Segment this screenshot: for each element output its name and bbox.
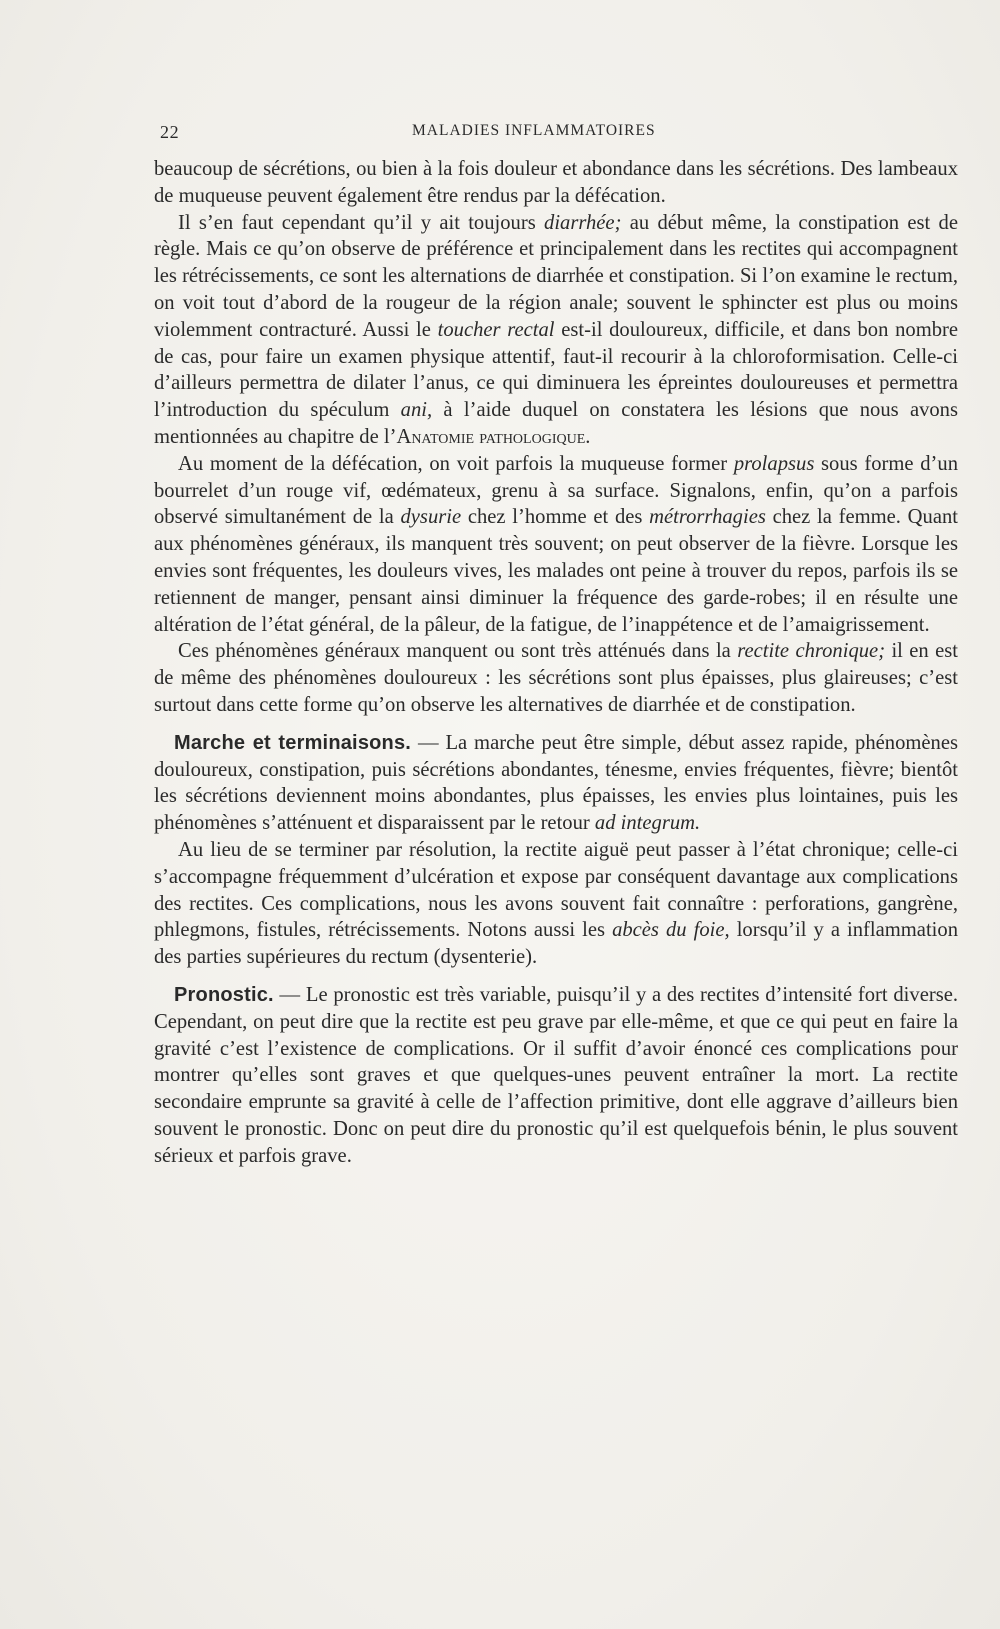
italic-term: ad integrum. [594, 812, 701, 835]
italic-term: rectite chronique; [737, 640, 886, 663]
paragraph-2 [154, 210, 958, 451]
section-heading-marche: Marche et terminaisons. [174, 731, 412, 754]
text-run: est-il douloureux, difficile, et dans bon nombre de cas, pour faire un examen physique attentif, faut-il recourir à la chloroformisation. Celle-ci d’ailleurs permettra de dilater l’anus, ce qui diminuera les épreintes douloureuses et permettra l’introduction du spéculum [154, 318, 959, 422]
text-run: Au moment de la défécation, on voit parfois la muqueuse former [178, 452, 734, 475]
paragraph-4 [154, 638, 958, 718]
text-run: Au lieu de se terminer par résolution, la rectite aiguë peut passer à l’état chronique; celle-ci s’accompagne fréquemment d’ulcération et expose par conséquent davantage aux complications des rectites. Ces complications, nous les avons souvent fait connaître : perforations, gangrène, phlegmons, fistules, rétrécissements. Notons aussi les [154, 838, 958, 942]
text-run: . [585, 425, 591, 448]
body-text [154, 156, 958, 1169]
section-heading-pronostic: Pronostic. [174, 983, 274, 1006]
paragraph-3 [154, 451, 958, 639]
text-run: — La marche peut être simple, début assez rapide, phénomènes douloureux, constipation, puis sécrétions abondantes, ténesme, envies fréquentes, fièvre; bientôt les sécrétions deviennent moins abondantes, plus épaisses, les envies plus lointaines, puis les phénomènes s’atténuent et disparaissent par le retour [154, 731, 958, 835]
italic-term: ani, [400, 399, 433, 422]
italic-term: dysurie [400, 506, 462, 529]
text-run: au début même, la constipation est de règle. Mais ce qu’on observe de préférence et principalement dans les rectites qui accompagnent les rétrécissements, ce sont les alternations de diarrhée et constipation. Si l’on examine le rectum, on voit tout d’abord de la rougeur de la région anale; souvent le sphincter est plus ou moins violemment contracturé. Aussi le [154, 211, 958, 341]
text-run: sous forme d’un bourrelet d’un rouge vif, œdémateux, grenu à sa surface. Signalons, enfin, qu’on a parfois observé simultanément de la [154, 452, 958, 529]
text-run: — Le pronostic est très variable, puisqu’il y a des rectites d’intensité fort diverse. Cependant, on peut dire que la rectite est peu grave par elle-même, et que ce qui peut en faire la gravité c’est l’existence de complications. Or il suffit d’avoir énoncé ces complications pour montrer qu’elles sont graves et que quelques-unes peuvent entraîner la mort. La rectite secondaire emprunte sa gravité à celle de l’affection primitive, dont elle aggrave d’ailleurs bien souvent le pronostic. Donc on peut dire du pronostic qu’il est quelquefois bénin, le plus souvent sérieux et parfois grave. [154, 983, 958, 1167]
paragraph-pronostic [154, 982, 958, 1170]
page-number: 22 [160, 122, 180, 142]
italic-term: diarrhée; [544, 211, 622, 234]
text-run: chez l’homme et des [461, 506, 650, 529]
text-run: Ces phénomènes généraux manquent ou sont très atténués dans la [178, 640, 738, 663]
paragraph-marche [154, 730, 958, 837]
small-caps-reference: Anatomie pathologique [396, 425, 586, 448]
text-run: lorsqu’il y a inflammation des parties supérieures du rectum (dysenterie). [154, 919, 958, 969]
text-run: à l’aide duquel on constatera les lésions que nous avons mentionnées au chapitre de l’ [154, 399, 958, 448]
text-run: beaucoup de sécrétions, ou bien à la fois douleur et abondance dans les sécrétions. Des lambeaux de muqueuse peuvent également être rendus par la défécation. [154, 158, 958, 207]
text-run: chez la femme. Quant aux phénomènes généraux, ils manquent très souvent; on peut observer de la fièvre. Lorsque les envies sont fréquentes, les douleurs vives, les malades ont peine à trouver du repos, parfois ils se retiennent de manger, pensant ainsi diminuer la fréquence des garde-robes; il en résulte une altération de l’état général, de la pâleur, de la fatigue, de l’inappétence et de l’amaigrissement. [154, 506, 958, 636]
italic-term: abcès du foie, [612, 919, 730, 942]
paragraph-1 [154, 156, 958, 210]
text-run: il en est de même des phénomènes douloureux : les sécrétions sont plus épaisses, plus glaireuses; c’est surtout dans cette forme qu’on observe les alternatives de diarrhée et de constipation. [154, 640, 958, 716]
text-run: Il s’en faut cependant qu’il y ait toujours [178, 211, 545, 234]
italic-term: métrorrhagies [649, 506, 766, 529]
page-header [158, 122, 958, 146]
italic-term: prolapsus [733, 452, 815, 475]
italic-term: toucher rectal [437, 318, 555, 341]
running-title: MALADIES INFLAMMATOIRES [412, 122, 656, 139]
paragraph-6 [154, 837, 958, 971]
